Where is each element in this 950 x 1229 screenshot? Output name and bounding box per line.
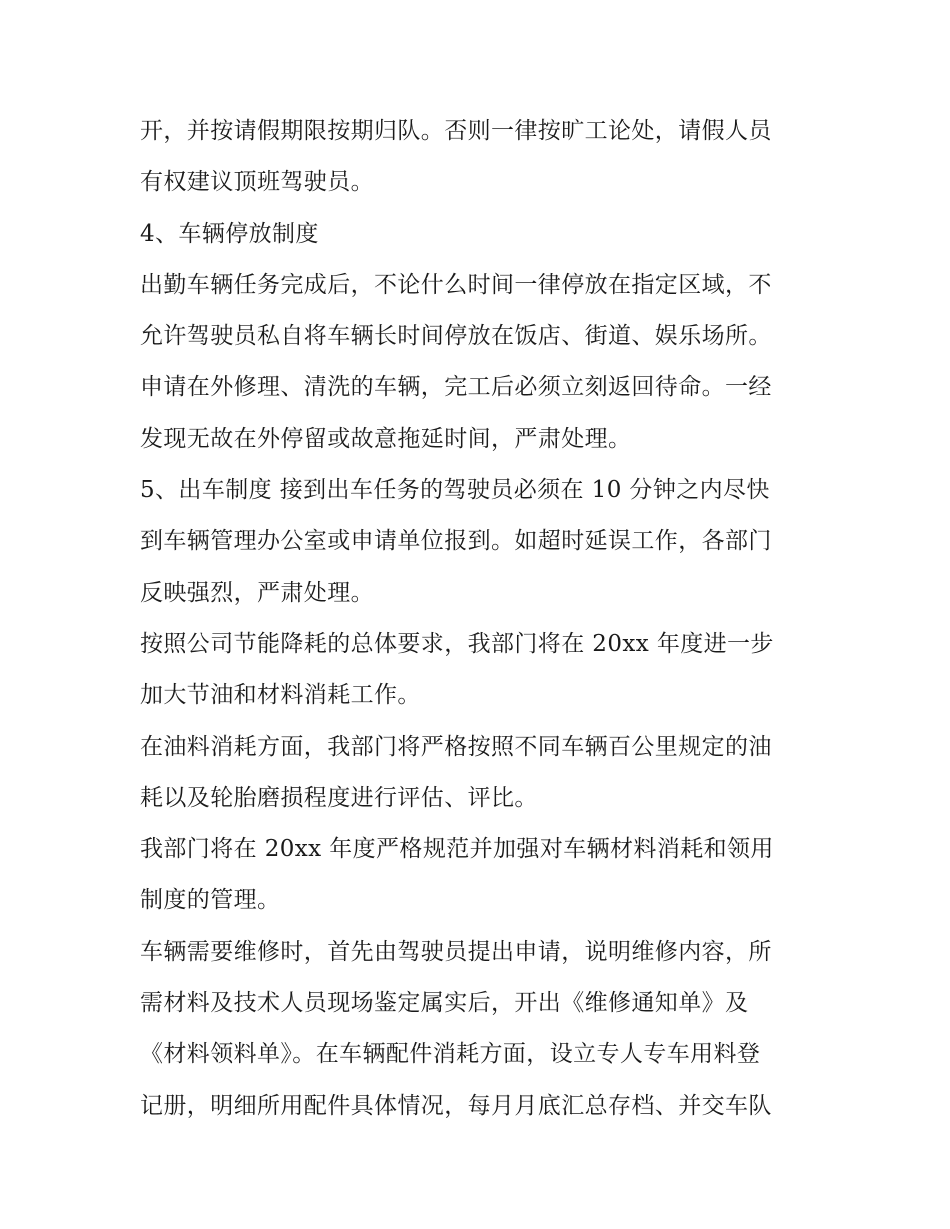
text-line: 《材料领料单》。在车辆配件消耗方面，设立专人专车用料登 (140, 1041, 761, 1068)
text-line: 开，并按请假期限按期归队。否则一律按旷工论处，请假人员 (140, 118, 772, 144)
text-line: 记册，明细所用配件具体情况，每月月底汇总存档、并交车队 (140, 1092, 772, 1119)
text-line: 按照公司节能降耗的总体要求，我部门将在 20xx 年度进一步 (140, 630, 774, 657)
text-line: 出勤车辆任务完成后，不论什么时间一律停放在指定区域，不 (140, 271, 772, 298)
text-line: 车辆需要维修时，首先由驾驶员提出申请，说明维修内容，所 (140, 938, 772, 965)
text-line: 制度的管理。 (140, 887, 281, 914)
text-line: 有权建议顶班驾驶员。 (140, 169, 374, 196)
text-line: 我部门将在 20xx 年度严格规范并加强对车辆材料消耗和领用 (140, 836, 774, 863)
text-line: 在油料消耗方面，我部门将严格按照不同车辆百公里规定的油 (140, 733, 772, 760)
text-line: 耗以及轮胎磨损程度进行评估、评比。 (140, 784, 538, 811)
text-line: 需材料及技术人员现场鉴定属实后，开出《维修通知单》及 (140, 990, 749, 1017)
text-line: 反映强烈，严肃处理。 (140, 579, 374, 606)
text-line: 申请在外修理、清洗的车辆，完工后必须立刻返回待命。一经 (140, 374, 772, 401)
text-line: 加大节油和材料消耗工作。 (140, 682, 421, 709)
body-text (140, 106, 820, 1132)
section-heading: 4、车辆停放制度 (140, 220, 319, 247)
section-heading: 5、出车制度 接到出车任务的驾驶员必须在 10 分钟之内尽快 (140, 477, 770, 504)
text-line: 到车辆管理办公室或申请单位报到。如超时延误工作，各部门 (140, 528, 772, 555)
text-line: 允许驾驶员私自将车辆长时间停放在饭店、街道、娱乐场所。 (140, 323, 772, 350)
text-line: 发现无故在外停留或故意拖延时间，严肃处理。 (140, 425, 632, 452)
